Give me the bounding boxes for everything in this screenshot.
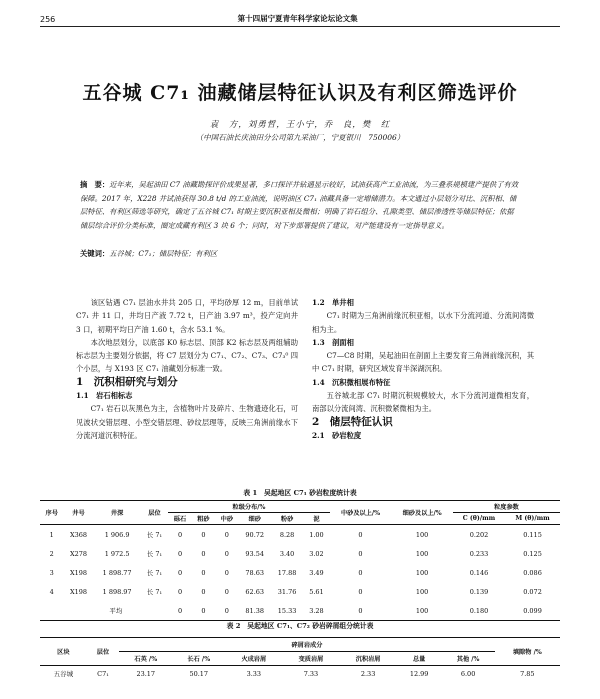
table-cell: 3.02: [309, 549, 324, 558]
table-row-average: [40, 601, 560, 621]
table-row: [40, 666, 560, 682]
table-row: [40, 563, 560, 582]
right-column: [312, 296, 534, 442]
th-well: 井号: [63, 501, 93, 525]
paragraph: C7—C8 时期，吴起油田在剖面上主要发育三角洲前缘沉积，其中 C7₁ 时期，研究区域发育半深湖沉积。: [312, 351, 534, 374]
table-cell: 1 898.97: [102, 587, 132, 596]
cell: 23.17: [136, 669, 156, 678]
keywords: [80, 249, 520, 259]
th-quartz: 石英 /%: [119, 652, 172, 666]
th-params: 粒度参数: [453, 501, 560, 513]
table-cell: 0: [224, 530, 229, 539]
table-cell: 0: [201, 606, 206, 615]
table-cell: 0.139: [469, 587, 489, 596]
cell: 3.33: [246, 669, 262, 678]
th-layer: 层位: [87, 638, 120, 666]
table-cell: 长 7₁: [146, 588, 163, 596]
table-cell: 0.125: [523, 549, 542, 558]
paragraph: 该区钻遇 C7₁ 层油水井共 205 口，平均砂厚 12 m，目前单试 C7₁ 井 11 口，井均日产液 7.72 t，日产油 3.97 m³，投产定向井 3 口，初期平均日产油 1.60 t，含水 53.1 %。: [76, 298, 298, 334]
table-cell: 长 7₁: [146, 569, 163, 577]
table-cell: X198: [69, 587, 87, 596]
subsection-heading: 1.3 剖面相: [312, 337, 354, 347]
table-cell: 100: [415, 530, 429, 539]
table-cell: 0.233: [469, 549, 489, 558]
table-cell: 3: [49, 568, 54, 577]
table-cell: 0: [358, 549, 363, 558]
th-clast-group: 碎屑岩成分: [119, 638, 494, 652]
cell: 50.17: [189, 669, 209, 678]
table-cell: X198: [69, 568, 87, 577]
th-sub: 变质岩屑: [282, 652, 339, 666]
cell-area: 五谷城: [53, 670, 74, 678]
cell: 12.99: [409, 669, 429, 678]
table-cell: 100: [415, 568, 429, 577]
th-feldspar: 长石 /%: [172, 652, 225, 666]
table-cell: 0: [177, 568, 183, 577]
th-layer: 层位: [141, 501, 169, 525]
table-cell: 1: [49, 530, 54, 539]
keywords-label: 关键词：: [80, 249, 110, 258]
table-cell: 62.63: [245, 587, 265, 596]
th-sub: M (θ)/mm: [505, 513, 560, 525]
subsection-heading: 1.1 岩石相标志: [76, 391, 133, 401]
table-cell: 0.146: [469, 568, 489, 577]
cell: 7.33: [303, 669, 319, 678]
th-seq: 序号: [40, 501, 63, 525]
table1-caption: 表 1 吴起地区 C7₁ 砂岩粒度统计表: [243, 489, 357, 497]
th-sub: 细砂: [239, 513, 271, 525]
table-cell: 90.72: [245, 530, 265, 539]
cell: 7.85: [520, 669, 535, 678]
table-cell: 78.63: [245, 568, 265, 577]
th-sub: 火成岩屑: [225, 652, 282, 666]
table-cell: 2: [49, 549, 54, 558]
subsection-heading: 1.4 沉积微相展布特征: [312, 377, 391, 387]
th-sub: 中砂: [215, 513, 238, 525]
paragraph: C7₁ 时期为三角洲前缘沉积亚相，以水下分流河道、分流间湾微相为主。: [312, 311, 534, 334]
th-sub: 沉积岩屑: [340, 652, 397, 666]
table-cell: 4: [49, 587, 54, 596]
keywords-text: 五谷城；C7₁；储层特征；有利区: [109, 249, 218, 258]
table-cell: 0: [358, 606, 363, 615]
abstract-text: 近年来，吴起油田 C7 油藏勘探评价成果显著，多口探评井钻遇显示较好，试油获高产工业油流，为三叠系规模建产提供了有效保障。2017 年，X228 井试油获得 30.8 t/d 的工业油流，说明油区 C7₁ 油藏具备一定增储潜力。本文通过小层划分对比、沉积相、储层特征、有利区筛选等研究，确定了五谷城 C7₁ 时期主要沉积亚相及微相；明确了岩石组分、孔隙类型、储层渗透性等储层特征；依据储层综合评价分类标准，圈定成藏有利区 3 块 6 个；同时，对下步部署提供了建议，对产能建设有一定指导意义。: [80, 180, 519, 230]
left-column: [76, 296, 298, 442]
table-row: [40, 525, 560, 545]
table-cell: 0.072: [523, 587, 542, 596]
table-cell: 0: [177, 606, 183, 615]
table-cell: 100: [415, 587, 429, 596]
th-sub: 总量: [397, 652, 442, 666]
section-heading: 2 储层特征认识: [312, 415, 393, 428]
section-heading: 1 沉积相研究与划分: [76, 375, 178, 388]
affiliation: （中国石油长庆油田分公司第九采油厂，宁夏银川 750006）: [195, 133, 405, 142]
table-cell: 8.28: [279, 530, 295, 539]
table1: [40, 500, 560, 621]
table-cell: 0: [201, 587, 206, 596]
table-row: [40, 544, 560, 563]
table-cell: 0: [201, 549, 206, 558]
paragraph: 五谷城北部 C7₁ 时期沉积规模较大，水下分流河道微相发育，南部以分流间湾、沉积微紧微相为主。: [312, 391, 534, 414]
table-cell: 0.115: [523, 530, 542, 539]
table-cell: 0: [224, 606, 229, 615]
th-depth: 井深: [94, 501, 141, 525]
table-cell: 100: [415, 549, 429, 558]
table-cell: 0: [358, 568, 363, 577]
table-cell: 17.88: [277, 568, 297, 577]
table-cell: 长 7₁: [146, 531, 163, 539]
table-cell: 0.086: [523, 568, 542, 577]
table-cell: 0: [201, 568, 206, 577]
table2: [40, 637, 560, 681]
table-cell: 31.76: [277, 587, 297, 596]
table-cell: 0: [358, 530, 363, 539]
page-number: 256: [40, 15, 56, 24]
table-cell: 0: [177, 587, 183, 596]
cell: 6.00: [460, 669, 476, 678]
subsection-heading: 2.1 砂岩粒度: [312, 430, 362, 440]
th-sub: 粉砂: [271, 513, 303, 525]
table-cell: 0: [201, 530, 206, 539]
table-cell: 0: [224, 568, 229, 577]
th-fine: 细砂及以上/%: [391, 501, 453, 525]
running-header: [40, 8, 560, 27]
table-cell: 0: [224, 587, 229, 596]
table-cell: 81.38: [245, 606, 265, 615]
th-other: 其他 /%: [442, 652, 495, 666]
table-cell: 93.54: [245, 549, 265, 558]
th-mica: 填隙物 /%: [495, 638, 560, 666]
paragraph: 本次地层划分，以底部 K0 标志层、顶部 K2 标志层及两组辅助标志层为主要划分依据，将 C7 层划分为 C7₁、C7₂、C7₃、C7₃⁰ 四个小层，与 X193 区 C7₁ 油藏划分标准一致。: [76, 337, 298, 374]
th-grain-group: 粒级分布/%: [168, 501, 329, 513]
cell: 2.33: [360, 669, 376, 678]
paragraph: C7₁ 岩石以灰黑色为主，含植物叶片及碎片、生物遗迹化石，可见波状交错层理、小型交错层理、砂纹层理等，反映三角洲前缘水下分流河道沉积特征。: [76, 404, 298, 440]
th-sub: 粗砂: [192, 513, 215, 525]
journal-title: 第十四届宁夏青年科学家论坛论文集: [237, 14, 358, 23]
subsection-heading: 1.2 单井相: [312, 298, 354, 307]
table-cell: 100: [415, 606, 429, 615]
table-cell: 1.00: [309, 530, 324, 539]
table-cell: 3.40: [279, 549, 295, 558]
th-sub: C (θ)/mm: [453, 513, 505, 525]
abstract: [80, 178, 520, 232]
th-sub: 泥: [303, 513, 329, 525]
table-cell: 0.180: [469, 606, 489, 615]
paper-title: 五谷城 C7₁ 油藏储层特征认识及有利区筛选评价: [82, 82, 518, 104]
table-cell: 1 898.77: [102, 568, 132, 577]
table-cell: 1 972.5: [104, 549, 130, 558]
th-area: 区块: [40, 638, 87, 666]
table-cell: 3.28: [309, 606, 324, 615]
table-cell: 0: [177, 530, 183, 539]
authors: 袁 方，刘勇哲，王小宁，乔 良，樊 红: [209, 120, 391, 130]
table-cell: X368: [69, 530, 87, 539]
table-cell: 长 7₁: [146, 550, 163, 558]
table-cell: 0: [358, 587, 363, 596]
table-cell: X278: [69, 549, 87, 558]
table-cell: 3.49: [309, 568, 324, 577]
table-cell: 0: [177, 549, 183, 558]
table-cell: 0: [224, 549, 229, 558]
table2-caption: 表 2 吴起地区 C7₁、C7₂ 砂岩碎屑组分统计表: [226, 622, 374, 630]
table-row: [40, 582, 560, 601]
table-cell: 15.33: [277, 606, 297, 615]
table-cell: 1 906.9: [104, 530, 130, 539]
table-cell: 5.61: [309, 587, 324, 596]
table-cell: [40, 601, 63, 621]
th-sub: 砾石: [168, 513, 191, 525]
th-mid: 中砂及以上/%: [330, 501, 392, 525]
table-cell: 平均: [109, 607, 123, 615]
cell: C7₁: [97, 669, 109, 678]
table-cell: 0.202: [469, 530, 489, 539]
table-cell: 0.099: [523, 606, 542, 615]
abstract-label: 摘 要：: [80, 180, 110, 189]
